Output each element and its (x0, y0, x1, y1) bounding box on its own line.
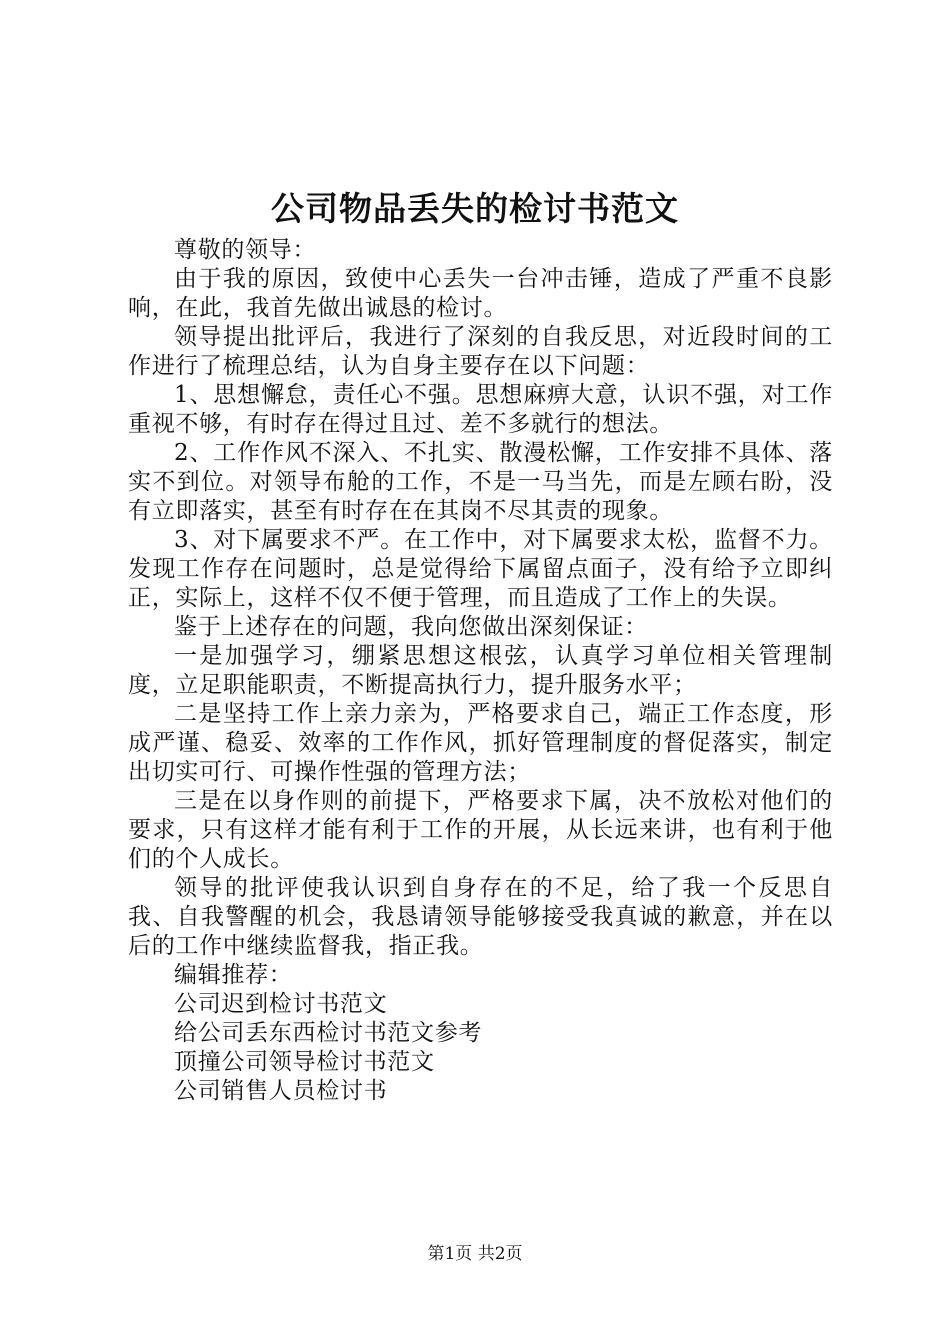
recommendation-link[interactable]: 公司迟到检讨书范文 (174, 991, 388, 1017)
recommendation-link[interactable]: 给公司丢东西检讨书范文参考 (174, 1020, 483, 1046)
paragraph-closing: 领导的批评使我认识到自身存在的不足，给了我一个反思自我、自我警醒的机会，我恳请领导能够接受我真诚的歉意，并在以后的工作中继续监督我，指正我。 (128, 875, 833, 959)
salutation: 尊敬的领导： (174, 237, 317, 263)
document-body (128, 236, 833, 1106)
document-title: 公司物品丢失的检讨书范文 (271, 189, 679, 228)
recommendation-link[interactable]: 公司销售人员检讨书 (174, 1078, 388, 1104)
page-number-footer: 第1页 共2页 (427, 1244, 523, 1264)
paragraph-problem-2: 2、工作作风不深入、不扎实、散漫松懈，工作安排不具体、落实不到位。对领导布舱的工作，不是一马当先，而是左顾右盼，没有立即落实，甚至有时存在在其岗不尽其责的现象。 (128, 440, 833, 524)
recommendation-list (128, 990, 833, 1106)
paragraph-pledge-2: 二是坚持工作上亲力亲为，严格要求自己，端正工作态度，形成严谨、稳妥、效率的工作作风，抓好管理制度的督促落实，制定出切实可行、可操作性强的管理方法； (128, 701, 833, 785)
paragraph-problem-3: 3、对下属要求不严。在工作中，对下属要求太松，监督不力。发现工作存在问题时，总是觉得给下属留点面子，没有给予立即纠正，实际上，这样不仅不便于管理，而且造成了工作上的失误。 (128, 527, 833, 611)
paragraph-intro: 由于我的原因，致使中心丢失一台冲击锤，造成了严重不良影响，在此，我首先做出诚恳的检讨。 (128, 266, 833, 321)
recommend-heading: 编辑推荐： (174, 962, 293, 988)
paragraph-reflection: 领导提出批评后，我进行了深刻的自我反思，对近段时间的工作进行了梳理总结，认为自身主要存在以下问题： (128, 324, 833, 379)
recommendation-link[interactable]: 顶撞公司领导检讨书范文 (174, 1049, 435, 1075)
paragraph-guarantee: 鉴于上述存在的问题，我向您做出深刻保证： (174, 614, 648, 640)
paragraph-pledge-3: 三是在以身作则的前提下，严格要求下属，决不放松对他们的要求，只有这样才能有利于工作的开展，从长远来讲，也有利于他们的个人成长。 (128, 788, 833, 872)
paragraph-pledge-1: 一是加强学习，绷紧思想这根弦，认真学习单位相关管理制度，立足职能职责，不断提高执行力，提升服务水平； (128, 643, 833, 698)
paragraph-problem-1: 1、思想懈怠，责任心不强。思想麻痹大意，认识不强，对工作重视不够，有时存在得过且过、差不多就行的想法。 (128, 382, 833, 437)
